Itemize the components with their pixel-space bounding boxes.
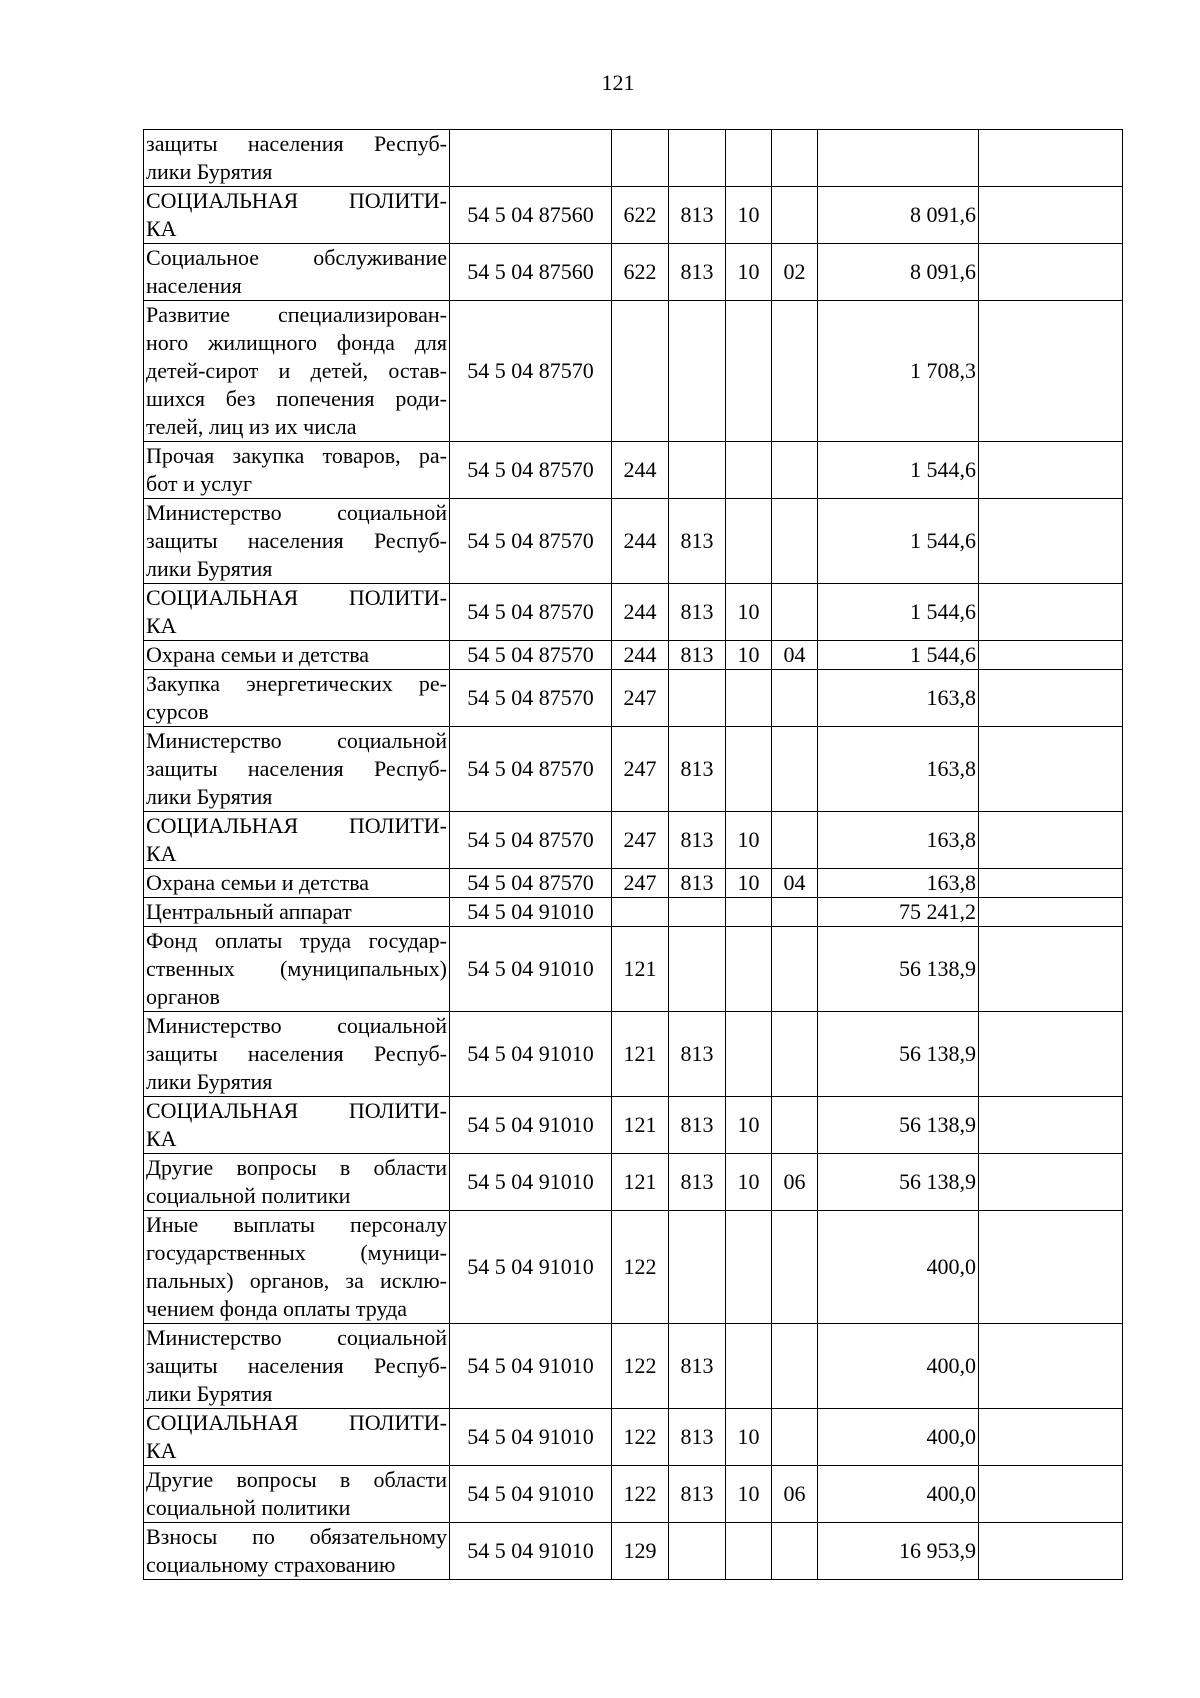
- row-name-line: КА: [146, 613, 177, 638]
- amount: [818, 130, 979, 187]
- target-code: 54 5 04 91010: [450, 898, 612, 927]
- row-name: [144, 812, 450, 869]
- department-code: 813: [669, 1466, 726, 1523]
- expense-type: 129: [612, 1523, 669, 1580]
- row-name: [144, 1409, 450, 1466]
- section-code: [726, 301, 772, 442]
- row-name-line: социальной политики: [146, 1183, 351, 1208]
- amount: 163,8: [818, 727, 979, 812]
- row-name: [144, 670, 450, 727]
- department-code: 813: [669, 1012, 726, 1097]
- subsection-code: [772, 812, 818, 869]
- section-code: 10: [726, 244, 772, 301]
- target-code: 54 5 04 91010: [450, 927, 612, 1012]
- empty-cell: [979, 244, 1123, 301]
- row-name-line: лики Бурятия: [146, 784, 273, 809]
- row-name-line: Социальное обслуживание: [146, 245, 447, 270]
- expense-type: 622: [612, 244, 669, 301]
- row-name: [144, 187, 450, 244]
- row-name-line: защиты населения Респуб-: [146, 528, 447, 553]
- target-code: 54 5 04 91010: [450, 1409, 612, 1466]
- table-row: [144, 1523, 1123, 1580]
- section-code: 10: [726, 584, 772, 641]
- empty-cell: [979, 1409, 1123, 1466]
- subsection-code: [772, 187, 818, 244]
- subsection-code: [772, 927, 818, 1012]
- department-code: 813: [669, 499, 726, 584]
- row-name-line: населения: [146, 273, 242, 298]
- amount: 400,0: [818, 1324, 979, 1409]
- subsection-code: [772, 584, 818, 641]
- department-code: [669, 927, 726, 1012]
- subsection-code: [772, 898, 818, 927]
- department-code: [669, 301, 726, 442]
- expense-type: 247: [612, 670, 669, 727]
- target-code: [450, 130, 612, 187]
- expense-type: 122: [612, 1211, 669, 1324]
- expense-type: 244: [612, 641, 669, 670]
- section-code: [726, 898, 772, 927]
- row-name-line: Охрана семьи и детства: [146, 870, 370, 895]
- row-name-line: Охрана семьи и детства: [146, 642, 370, 667]
- table-row: [144, 130, 1123, 187]
- row-name-line: сурсов: [146, 699, 209, 724]
- subsection-code: 06: [772, 1466, 818, 1523]
- row-name-line: пальных) органов, за исклю-: [146, 1268, 447, 1293]
- department-code: 813: [669, 1409, 726, 1466]
- row-name: [144, 869, 450, 898]
- row-name-line: бот и услуг: [146, 471, 253, 496]
- department-code: 813: [669, 869, 726, 898]
- expense-type: 247: [612, 727, 669, 812]
- empty-cell: [979, 641, 1123, 670]
- amount: 163,8: [818, 812, 979, 869]
- row-name-line: Другие вопросы в области: [146, 1467, 447, 1492]
- department-code: 813: [669, 727, 726, 812]
- target-code: 54 5 04 91010: [450, 1097, 612, 1154]
- section-code: [726, 670, 772, 727]
- table-row: [144, 584, 1123, 641]
- amount: 163,8: [818, 670, 979, 727]
- table-row: [144, 1409, 1123, 1466]
- row-name-line: Министерство социальной: [146, 1325, 447, 1350]
- expense-type: 244: [612, 584, 669, 641]
- row-name-line: шихся без попечения роди-: [146, 386, 447, 411]
- department-code: 813: [669, 187, 726, 244]
- row-name-line: СОЦИАЛЬНАЯ ПОЛИТИ-: [146, 1098, 447, 1123]
- row-name-line: Закупка энергетических ре-: [146, 671, 447, 696]
- expense-type: 244: [612, 499, 669, 584]
- section-code: [726, 1523, 772, 1580]
- amount: 1 544,6: [818, 442, 979, 499]
- expense-type: 121: [612, 1012, 669, 1097]
- empty-cell: [979, 898, 1123, 927]
- subsection-code: [772, 670, 818, 727]
- empty-cell: [979, 670, 1123, 727]
- row-name-line: государственных (муници-: [146, 1240, 447, 1265]
- row-name-line: органов: [146, 984, 220, 1009]
- expense-type: 122: [612, 1324, 669, 1409]
- table-row: [144, 898, 1123, 927]
- section-code: 10: [726, 1097, 772, 1154]
- row-name-line: защиты населения Респуб-: [146, 1041, 447, 1066]
- subsection-code: [772, 1523, 818, 1580]
- department-code: 813: [669, 1154, 726, 1211]
- row-name: [144, 641, 450, 670]
- row-name-line: защиты населения Респуб-: [146, 756, 447, 781]
- row-name-line: Министерство социальной: [146, 728, 447, 753]
- expense-type: 121: [612, 927, 669, 1012]
- row-name-line: лики Бурятия: [146, 556, 273, 581]
- empty-cell: [979, 301, 1123, 442]
- amount: 75 241,2: [818, 898, 979, 927]
- row-name-line: Прочая закупка товаров, ра-: [146, 443, 447, 468]
- row-name: [144, 1097, 450, 1154]
- target-code: 54 5 04 87570: [450, 584, 612, 641]
- subsection-code: 04: [772, 641, 818, 670]
- row-name-line: КА: [146, 841, 177, 866]
- target-code: 54 5 04 87570: [450, 727, 612, 812]
- expense-type: 244: [612, 442, 669, 499]
- row-name-line: лики Бурятия: [146, 159, 273, 184]
- table-body: [144, 130, 1123, 1580]
- amount: 400,0: [818, 1466, 979, 1523]
- row-name-line: Иные выплаты персоналу: [146, 1212, 447, 1237]
- table-row: [144, 670, 1123, 727]
- table-row: [144, 1154, 1123, 1211]
- table-row: [144, 641, 1123, 670]
- empty-cell: [979, 1154, 1123, 1211]
- table-row: [144, 1211, 1123, 1324]
- target-code: 54 5 04 87570: [450, 812, 612, 869]
- department-code: [669, 1211, 726, 1324]
- table-row: [144, 1466, 1123, 1523]
- amount: 56 138,9: [818, 1012, 979, 1097]
- table-row: [144, 1324, 1123, 1409]
- amount: 16 953,9: [818, 1523, 979, 1580]
- row-name-line: защиты населения Респуб-: [146, 131, 447, 156]
- row-name-line: Центральный аппарат: [146, 899, 352, 924]
- section-code: 10: [726, 812, 772, 869]
- subsection-code: 06: [772, 1154, 818, 1211]
- section-code: 10: [726, 869, 772, 898]
- amount: 1 544,6: [818, 641, 979, 670]
- department-code: 813: [669, 584, 726, 641]
- row-name: [144, 1466, 450, 1523]
- row-name-line: социальному страхованию: [146, 1552, 396, 1577]
- subsection-code: [772, 1012, 818, 1097]
- row-name-line: детей-сирот и детей, остав-: [146, 358, 447, 383]
- amount: 8 091,6: [818, 187, 979, 244]
- empty-cell: [979, 130, 1123, 187]
- empty-cell: [979, 869, 1123, 898]
- amount: 1 708,3: [818, 301, 979, 442]
- subsection-code: [772, 499, 818, 584]
- row-name: [144, 1154, 450, 1211]
- empty-cell: [979, 1097, 1123, 1154]
- row-name: [144, 130, 450, 187]
- subsection-code: [772, 1324, 818, 1409]
- section-code: [726, 1211, 772, 1324]
- section-code: [726, 727, 772, 812]
- empty-cell: [979, 727, 1123, 812]
- budget-table: [143, 129, 1123, 1580]
- subsection-code: 02: [772, 244, 818, 301]
- table-row: [144, 927, 1123, 1012]
- target-code: 54 5 04 87570: [450, 499, 612, 584]
- target-code: 54 5 04 91010: [450, 1523, 612, 1580]
- row-name-line: Фонд оплаты труда государ-: [146, 928, 447, 953]
- target-code: 54 5 04 87570: [450, 670, 612, 727]
- row-name: [144, 244, 450, 301]
- row-name-line: КА: [146, 1126, 177, 1151]
- row-name: [144, 1523, 450, 1580]
- section-code: [726, 927, 772, 1012]
- row-name-line: Взносы по обязательному: [146, 1524, 447, 1549]
- target-code: 54 5 04 87570: [450, 641, 612, 670]
- target-code: 54 5 04 87560: [450, 187, 612, 244]
- empty-cell: [979, 187, 1123, 244]
- department-code: [669, 670, 726, 727]
- department-code: 813: [669, 641, 726, 670]
- section-code: 10: [726, 1466, 772, 1523]
- table-row: [144, 187, 1123, 244]
- row-name-line: СОЦИАЛЬНАЯ ПОЛИТИ-: [146, 813, 447, 838]
- row-name: [144, 927, 450, 1012]
- empty-cell: [979, 442, 1123, 499]
- table-row: [144, 442, 1123, 499]
- row-name: [144, 898, 450, 927]
- row-name-line: лики Бурятия: [146, 1381, 273, 1406]
- row-name-line: СОЦИАЛЬНАЯ ПОЛИТИ-: [146, 1410, 447, 1435]
- expense-type: 121: [612, 1097, 669, 1154]
- expense-type: 121: [612, 1154, 669, 1211]
- target-code: 54 5 04 87570: [450, 869, 612, 898]
- section-code: [726, 499, 772, 584]
- amount: 163,8: [818, 869, 979, 898]
- amount: 8 091,6: [818, 244, 979, 301]
- amount: 400,0: [818, 1409, 979, 1466]
- row-name-line: лики Бурятия: [146, 1069, 273, 1094]
- department-code: 813: [669, 244, 726, 301]
- row-name-line: ного жилищного фонда для: [146, 330, 447, 355]
- target-code: 54 5 04 91010: [450, 1154, 612, 1211]
- target-code: 54 5 04 87570: [450, 301, 612, 442]
- subsection-code: [772, 727, 818, 812]
- expense-type: [612, 301, 669, 442]
- amount: 400,0: [818, 1211, 979, 1324]
- table-row: [144, 869, 1123, 898]
- empty-cell: [979, 812, 1123, 869]
- table-row: [144, 244, 1123, 301]
- subsection-code: [772, 1211, 818, 1324]
- table-row: [144, 301, 1123, 442]
- row-name: [144, 584, 450, 641]
- department-code: [669, 130, 726, 187]
- empty-cell: [979, 1012, 1123, 1097]
- empty-cell: [979, 1324, 1123, 1409]
- table-row: [144, 1012, 1123, 1097]
- row-name: [144, 1211, 450, 1324]
- row-name: [144, 1012, 450, 1097]
- expense-type: 247: [612, 812, 669, 869]
- target-code: 54 5 04 87570: [450, 442, 612, 499]
- subsection-code: 04: [772, 869, 818, 898]
- target-code: 54 5 04 87560: [450, 244, 612, 301]
- expense-type: 122: [612, 1409, 669, 1466]
- row-name-line: СОЦИАЛЬНАЯ ПОЛИТИ-: [146, 188, 447, 213]
- amount: 1 544,6: [818, 584, 979, 641]
- amount: 56 138,9: [818, 927, 979, 1012]
- amount: 56 138,9: [818, 1097, 979, 1154]
- section-code: 10: [726, 641, 772, 670]
- row-name-line: социальной политики: [146, 1495, 351, 1520]
- row-name-line: КА: [146, 216, 177, 241]
- row-name-line: защиты населения Респуб-: [146, 1353, 447, 1378]
- expense-type: [612, 130, 669, 187]
- department-code: 813: [669, 812, 726, 869]
- table-row: [144, 812, 1123, 869]
- expense-type: 622: [612, 187, 669, 244]
- section-code: 10: [726, 187, 772, 244]
- row-name-line: Другие вопросы в области: [146, 1155, 447, 1180]
- row-name: [144, 727, 450, 812]
- subsection-code: [772, 442, 818, 499]
- row-name-line: Развитие специализирован-: [146, 302, 447, 327]
- empty-cell: [979, 499, 1123, 584]
- empty-cell: [979, 1466, 1123, 1523]
- department-code: [669, 1523, 726, 1580]
- subsection-code: [772, 301, 818, 442]
- row-name-line: чением фонда оплаты труда: [146, 1296, 408, 1321]
- target-code: 54 5 04 91010: [450, 1324, 612, 1409]
- row-name: [144, 499, 450, 584]
- target-code: 54 5 04 91010: [450, 1012, 612, 1097]
- section-code: [726, 442, 772, 499]
- section-code: 10: [726, 1154, 772, 1211]
- row-name-line: КА: [146, 1438, 177, 1463]
- empty-cell: [979, 584, 1123, 641]
- target-code: 54 5 04 91010: [450, 1211, 612, 1324]
- row-name-line: СОЦИАЛЬНАЯ ПОЛИТИ-: [146, 585, 447, 610]
- subsection-code: [772, 1097, 818, 1154]
- row-name-line: Министерство социальной: [146, 500, 447, 525]
- subsection-code: [772, 1409, 818, 1466]
- department-code: [669, 898, 726, 927]
- section-code: 10: [726, 1409, 772, 1466]
- empty-cell: [979, 1523, 1123, 1580]
- expense-type: 122: [612, 1466, 669, 1523]
- table-row: [144, 727, 1123, 812]
- subsection-code: [772, 130, 818, 187]
- target-code: 54 5 04 91010: [450, 1466, 612, 1523]
- section-code: [726, 130, 772, 187]
- amount: 1 544,6: [818, 499, 979, 584]
- department-code: 813: [669, 1097, 726, 1154]
- expense-type: 247: [612, 869, 669, 898]
- row-name-line: телей, лиц из их числа: [146, 414, 357, 439]
- department-code: [669, 442, 726, 499]
- row-name: [144, 301, 450, 442]
- section-code: [726, 1324, 772, 1409]
- table-row: [144, 499, 1123, 584]
- expense-type: [612, 898, 669, 927]
- page-number: 121: [601, 70, 635, 95]
- empty-cell: [979, 1211, 1123, 1324]
- row-name: [144, 1324, 450, 1409]
- table-row: [144, 1097, 1123, 1154]
- row-name: [144, 442, 450, 499]
- department-code: 813: [669, 1324, 726, 1409]
- section-code: [726, 1012, 772, 1097]
- row-name-line: Министерство социальной: [146, 1013, 447, 1038]
- empty-cell: [979, 927, 1123, 1012]
- row-name-line: ственных (муниципальных): [146, 956, 447, 981]
- amount: 56 138,9: [818, 1154, 979, 1211]
